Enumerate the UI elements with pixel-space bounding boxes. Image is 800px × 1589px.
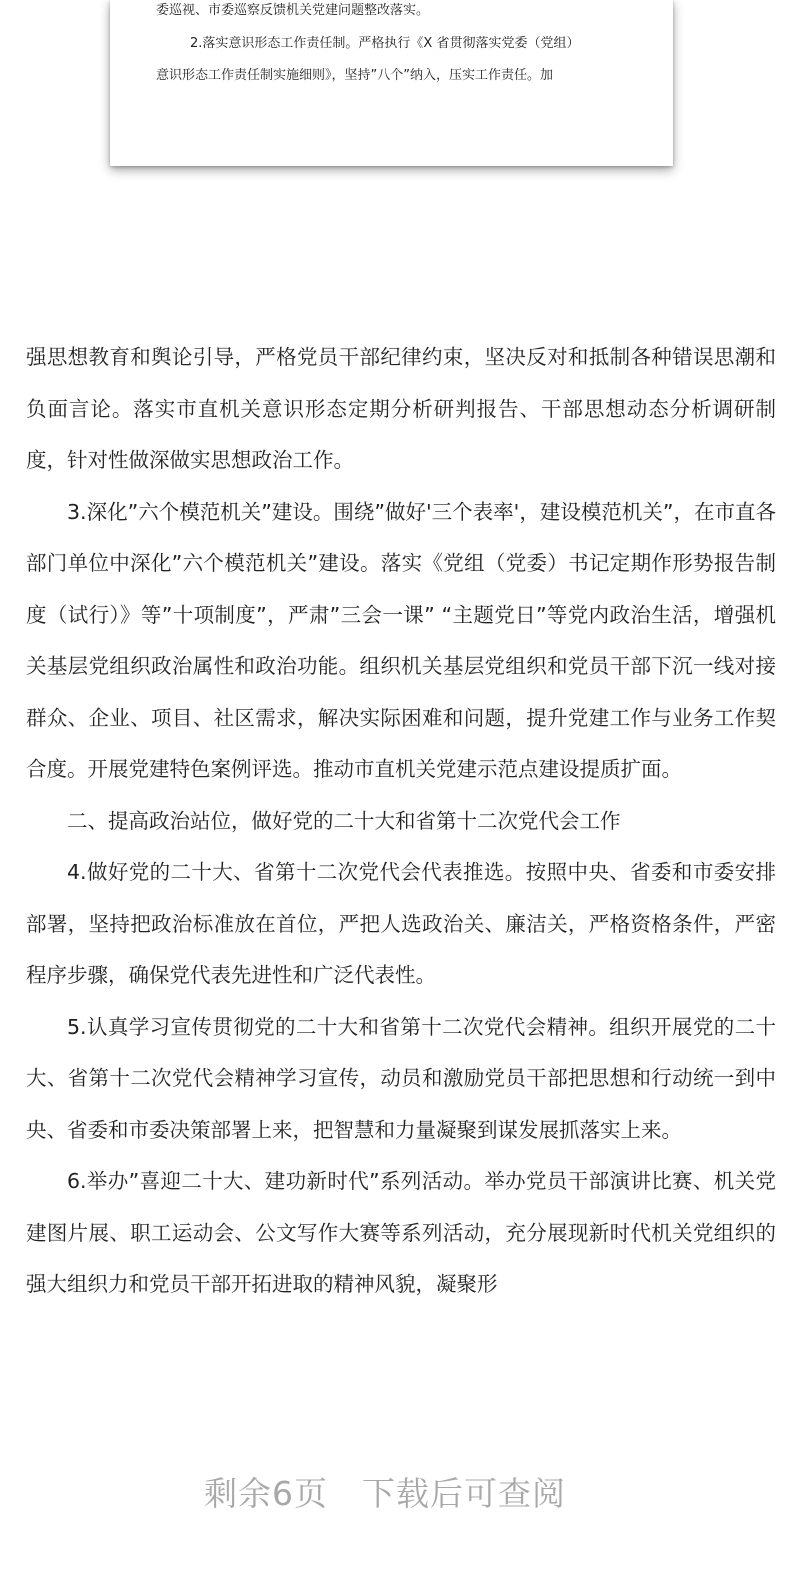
paragraph-6: 6.举办”喜迎二十大、建功新时代”系列活动。举办党员干部演讲比赛、机关党建图片展、职工运动会、公文写作大赛等系列活动，充分展现新时代机关党组织的强大组织力和党员干部开拓进取的精神风貌，凝聚形	[26, 1169, 776, 1296]
preview-line-1: 委巡视、市委巡察反馈机关党建问题整改落实。	[156, 3, 430, 18]
remaining-pages-label: 剩余6页	[204, 1474, 328, 1513]
document-body	[26, 332, 776, 1311]
page-preview-card	[110, 0, 673, 166]
paragraph-4: 4.做好党的二十大、省第十二次党代会代表推选。按照中央、省委和市委安排部署，坚持把政治标准放在首位，严把人选政治关、廉洁关，严格资格条件，严密程序步骤，确保党代表先进性和广泛代表性。	[26, 860, 776, 987]
preview-line-3: 意识形态工作责任制实施细则》，坚持”八个”纳入，压实工作责任。加	[156, 68, 553, 83]
download-to-view-label: 下载后可查阅	[362, 1474, 566, 1513]
preview-line-2: 2.落实意识形态工作责任制。严格执行《X 省贯彻落实党委（党组）	[190, 36, 580, 51]
download-prompt[interactable]	[0, 1468, 770, 1515]
paragraph-1: 强思想教育和舆论引导，严格党员干部纪律约束，坚决反对和抵制各种错误思潮和负面言论。落实市直机关意识形态定期分析研判报告、干部思想动态分析调研制度，针对性做深做实思想政治工作。	[26, 345, 776, 472]
paragraph-5: 5.认真学习宣传贯彻党的二十大和省第十二次党代会精神。组织开展党的二十大、省第十二次党代会精神学习宣传，动员和激励党员干部把思想和行动统一到中央、省委和市委决策部署上来，把智慧和力量凝聚到谋发展抓落实上来。	[26, 1014, 776, 1142]
section-heading: 二、提高政治站位，做好党的二十大和省第十二次党代会工作	[67, 808, 621, 833]
paragraph-2: 3.深化”六个模范机关”建设。围绕”做好'三个表率'，建设模范机关”，在市直各部门单位中深化”六个模范机关”建设。落实《党组（党委）书记定期作形势报告制度（试行）》等”十项制度”，严肃”三会一课” “主题党日”等党内政治生活，增强机关基层党组织政治属性和政治功能。组织机关基层党组织和党员干部下沉一线对接群众、企业、项目、社区需求，解决实际困难和问题，提升党建工作与业务工作契合度。开展党建特色案例评选。推动市直机关党建示范点建设提质扩面。	[26, 499, 776, 781]
